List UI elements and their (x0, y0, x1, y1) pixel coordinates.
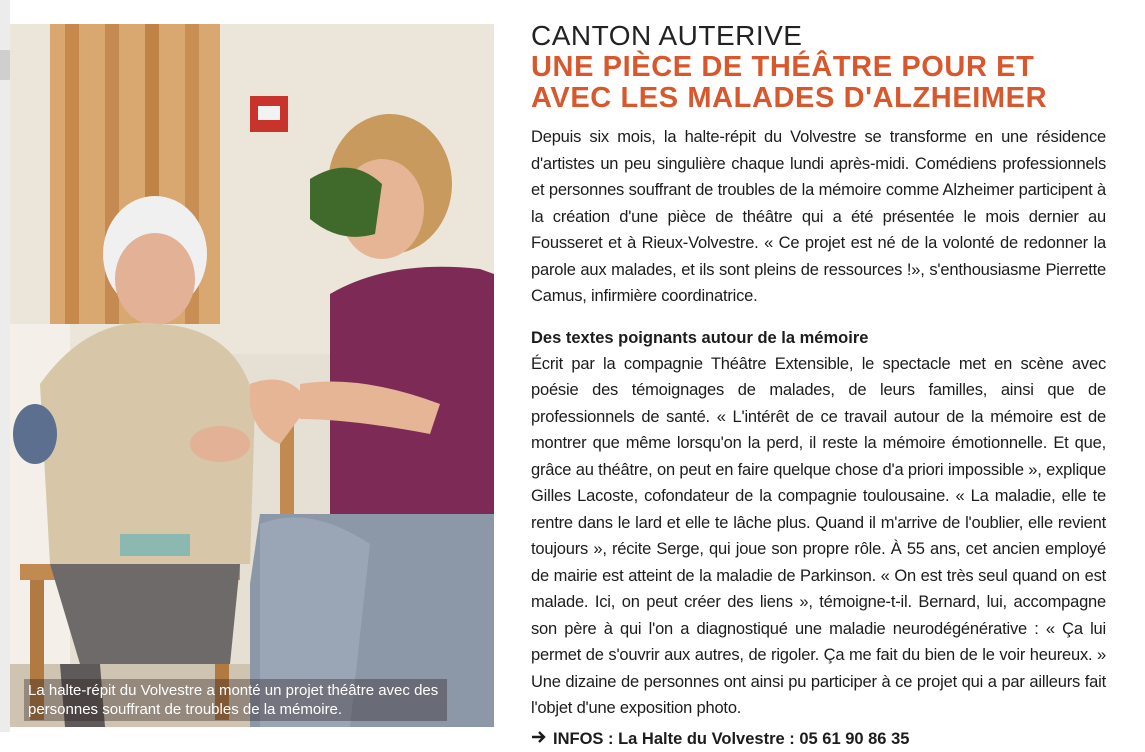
article-photo (10, 24, 494, 727)
headline-line-1: UNE PIÈCE DE THÉÂTRE POUR ET (531, 51, 1035, 83)
infos-line (531, 726, 1106, 752)
article-headline (531, 52, 1106, 114)
photo-caption: La halte-répit du Volvestre a monté un projet théâtre avec des personnes souffrant de troubles de la mémoire. (24, 679, 447, 721)
photo-illustration (10, 24, 494, 727)
intro-paragraph: Depuis six mois, la halte-répit du Volvestre se transforme en une résidence d'artistes un peu singulière chaque lundi après-midi. Comédiens professionnels et personnes souffrant de troubles de la mémoire comme Alzheimer participent à la création d'une pièce de théâtre qui a été présentée le mois dernier au Fousseret et à Rieux-Volvestre. « Ce projet est né de la volonté de redonner la parole aux malades, et ils sont pleins de ressources !», s'enthousiasme Pierrette Camus, infirmière coordinatrice. (531, 128, 1106, 305)
section-subheading: Des textes poignants autour de la mémoire (531, 328, 869, 347)
article (531, 20, 1106, 752)
arrow-right-icon (531, 726, 547, 752)
body-paragraph: Écrit par la compagnie Théâtre Extensible, le spectacle met en scène avec poésie des témoignages de malades, de leurs familles, ainsi que de professionnels de santé. « L'intérêt de ce travail autour de la mémoire est de montrer que même lorsqu'on la perd, il reste la mémoire émotionnelle. Et que, grâce au théâtre, on peut en faire quelque chose d'a priori impossible », explique Gilles Lacoste, cofondateur de la compagnie toulousaine. « La maladie, elle te rentre dans le lard et elle te lâche plus. Quand il m'arrive de l'oublier, elle revient toujours », récite Serge, qui joue son propre rôle. À 55 ans, cet ancien employé de mairie est atteint de la maladie de Parkinson. « On est très seul quand on est malade. Ici, on peut créer des liens », témoigne-t-il. Bernard, lui, accompagne son père à qui l'on a diagnostiqué une maladie neurodégénérative : « Ça lui permet de s'ouvrir aux autres, de rigoler. Ça me fait du bien de le voir heureux. » Une dizaine de personnes ont ainsi pu participer à ce projet qui a par ailleurs fait l'objet d'une exposition photo. (531, 354, 1106, 717)
headline-line-2: AVEC LES MALADES D'ALZHEIMER (531, 82, 1048, 114)
page-edge (0, 0, 10, 732)
article-kicker: CANTON AUTERIVE (531, 20, 803, 51)
infos-text: INFOS : La Halte du Volvestre : 05 61 90 86 35 (553, 729, 910, 748)
